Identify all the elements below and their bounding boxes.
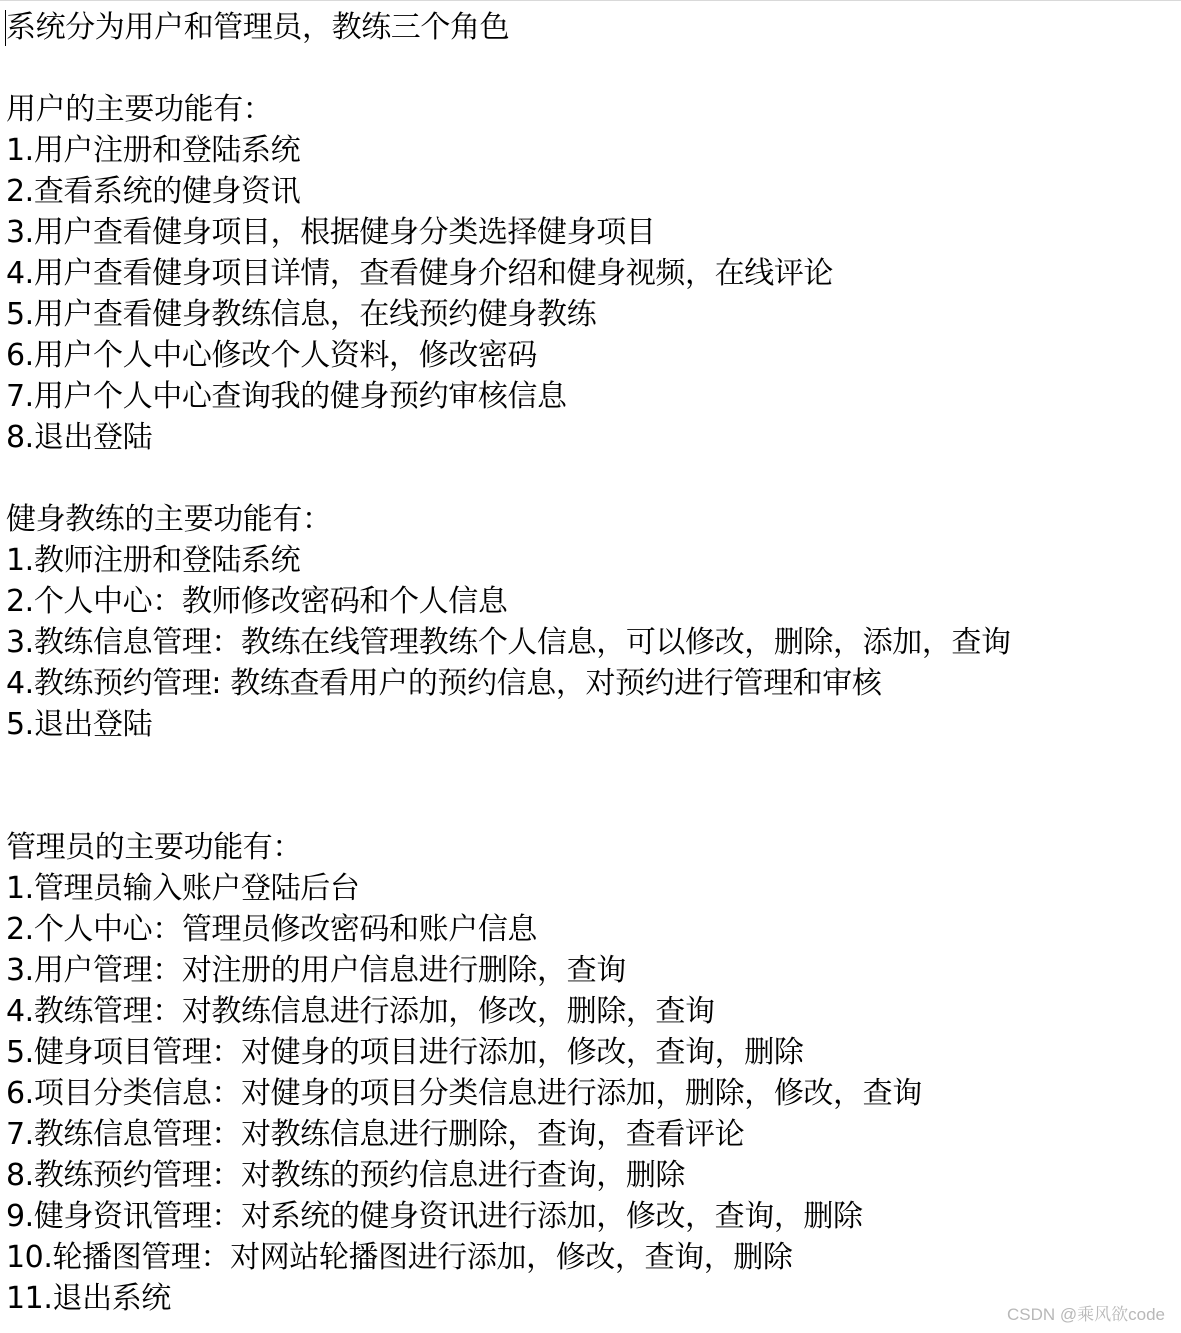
csdn-watermark: CSDN @乘风欲code <box>1006 1305 1165 1324</box>
user-item: 7.用户个人中心查询我的健身预约审核信息 <box>6 379 567 414</box>
admin-item: 7.教练信息管理：对教练信息进行删除，查询，查看评论 <box>6 1117 745 1152</box>
blank-line <box>6 458 1166 499</box>
document-body <box>6 7 1166 1319</box>
admin-item: 4.教练管理：对教练信息进行添加，修改，删除，查询 <box>6 994 715 1029</box>
user-item: 8.退出登陆 <box>6 420 153 455</box>
coach-item: 3.教练信息管理：教练在线管理教练个人信息，可以修改，删除，添加，查询 <box>6 625 1011 660</box>
admin-item: 6.项目分类信息：对健身的项目分类信息进行添加，删除，修改，查询 <box>6 1076 922 1111</box>
admin-item: 2.个人中心：管理员修改密码和账户信息 <box>6 912 538 947</box>
coach-item: 2.个人中心：教师修改密码和个人信息 <box>6 584 508 619</box>
intro-line: 系统分为用户和管理员，教练三个角色 <box>6 10 510 45</box>
user-section-heading: 用户的主要功能有： <box>6 92 273 127</box>
user-item: 6.用户个人中心修改个人资料，修改密码 <box>6 338 538 373</box>
admin-item: 5.健身项目管理：对健身的项目进行添加，修改，查询，删除 <box>6 1035 804 1070</box>
coach-section-heading: 健身教练的主要功能有： <box>6 502 332 537</box>
admin-item: 3.用户管理：对注册的用户信息进行删除，查询 <box>6 953 626 988</box>
coach-item: 5.退出登陆 <box>6 707 153 742</box>
top-divider <box>0 0 1181 4</box>
admin-section <box>6 827 1166 1319</box>
user-item: 5.用户查看健身教练信息，在线预约健身教练 <box>6 297 597 332</box>
admin-item: 9.健身资讯管理：对系统的健身资讯进行添加，修改，查询，删除 <box>6 1199 863 1234</box>
admin-item: 11.退出系统 <box>6 1281 171 1316</box>
blank-lines <box>6 745 1166 827</box>
blank-line <box>6 48 1166 89</box>
admin-item: 10.轮播图管理：对网站轮播图进行添加，修改，查询，删除 <box>6 1240 793 1275</box>
admin-item: 1.管理员输入账户登陆后台 <box>6 871 360 906</box>
admin-section-heading: 管理员的主要功能有： <box>6 830 302 865</box>
user-item: 3.用户查看健身项目，根据健身分类选择健身项目 <box>6 215 656 250</box>
user-item: 1.用户注册和登陆系统 <box>6 133 301 168</box>
coach-item: 4.教练预约管理: 教练查看用户的预约信息，对预约进行管理和审核 <box>6 666 882 701</box>
user-item: 4.用户查看健身项目详情，查看健身介绍和健身视频，在线评论 <box>6 256 834 291</box>
user-section <box>6 89 1166 458</box>
coach-item: 1.教师注册和登陆系统 <box>6 543 301 578</box>
user-item: 2.查看系统的健身资讯 <box>6 174 301 209</box>
admin-item: 8.教练预约管理：对教练的预约信息进行查询，删除 <box>6 1158 686 1193</box>
coach-section <box>6 499 1166 745</box>
